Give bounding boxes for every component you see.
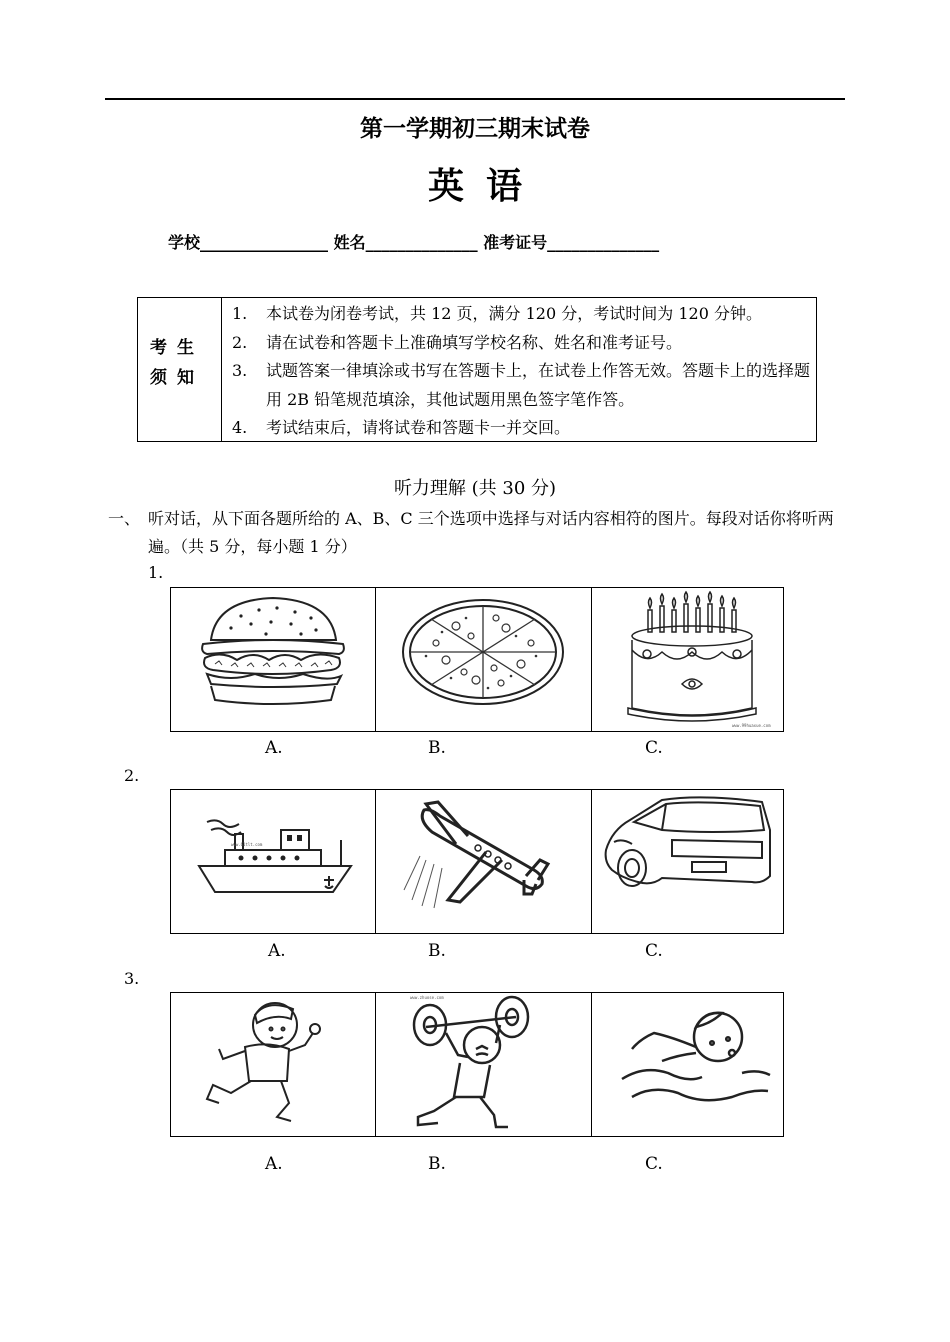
notice-item: 2. 请在试卷和答题卡上准确填写学校名称、姓名和准考证号。 [232,332,683,352]
weightlifter-icon [376,993,591,1136]
option-label-b: B. [428,941,446,961]
option-a-picture[interactable] [171,790,376,933]
running-boy-icon [171,993,375,1136]
question-1-pictures [170,587,784,732]
option-c-picture[interactable] [592,790,783,933]
notice-item: 3. 试题答案一律填涂或书写在答题卡上，在试卷上作答无效。答题卡上的选择题用 2B 铅笔规范填涂，其他试题用黑色签字笔作答。 [232,361,811,409]
notice-heading-line1: 考生 [150,338,204,358]
question-number: 1. [148,563,164,582]
option-c-picture[interactable] [592,993,783,1136]
hamburger-icon [171,588,375,731]
section-title: 听力理解 (共 30 分) [393,478,557,499]
notice-heading [138,298,222,441]
option-label-a: A. [265,1154,283,1174]
exam-notice-box [137,297,817,442]
swimmer-icon [592,993,783,1136]
option-b-picture[interactable] [376,993,592,1136]
option-a-picture[interactable] [171,588,376,731]
question-number: 3. [124,969,140,988]
notice-heading-line2: 须知 [150,368,204,388]
picture-watermark: www.zhuose.com [410,995,444,1000]
part-one-instructions [108,505,848,561]
option-label-a: A. [265,738,283,758]
part-number: 一、 [108,509,141,528]
option-a-picture[interactable] [171,993,376,1136]
option-label-c: C. [645,1154,663,1174]
pizza-icon [376,588,591,731]
option-label-b: B. [428,1154,446,1174]
picture-watermark: www.99huaxue.com [732,723,771,728]
ship-icon [171,790,375,933]
option-label-c: C. [645,738,663,758]
option-b-picture[interactable] [376,790,592,933]
airplane-icon [376,790,591,933]
car-icon [592,790,783,933]
option-c-picture[interactable] [592,588,783,731]
question-3-pictures [170,992,784,1137]
option-label-a: A. [268,941,286,961]
part-instructions-text: 听对话，从下面各题所给的 A、B、C 三个选项中选择与对话内容相符的图片。每段对话你将听两遍。（共 5 分，每小题 1 分） [148,509,834,556]
option-label-c: C. [645,941,663,961]
exam-subject: 英语 [427,166,544,207]
notice-items [222,300,816,443]
exam-title: 第一学期初三期末试卷 [360,116,590,142]
top-rule [105,98,845,100]
notice-item: 1. 本试卷为闭卷考试，共 12 页，满分 120 分，考试时间为 120 分钟。 [232,304,762,323]
option-b-picture[interactable] [376,588,592,731]
option-label-b: B. [428,738,446,758]
question-2-pictures [170,789,784,934]
student-info-fields: 学校________________ 姓名______________ 准考证号______________ [168,233,660,252]
picture-watermark: www.61tlt.com [231,842,263,847]
birthday-cake-icon [592,588,783,731]
question-number: 2. [124,766,140,785]
notice-item: 4. 考试结束后，请将试卷和答题卡一并交回。 [232,418,571,437]
